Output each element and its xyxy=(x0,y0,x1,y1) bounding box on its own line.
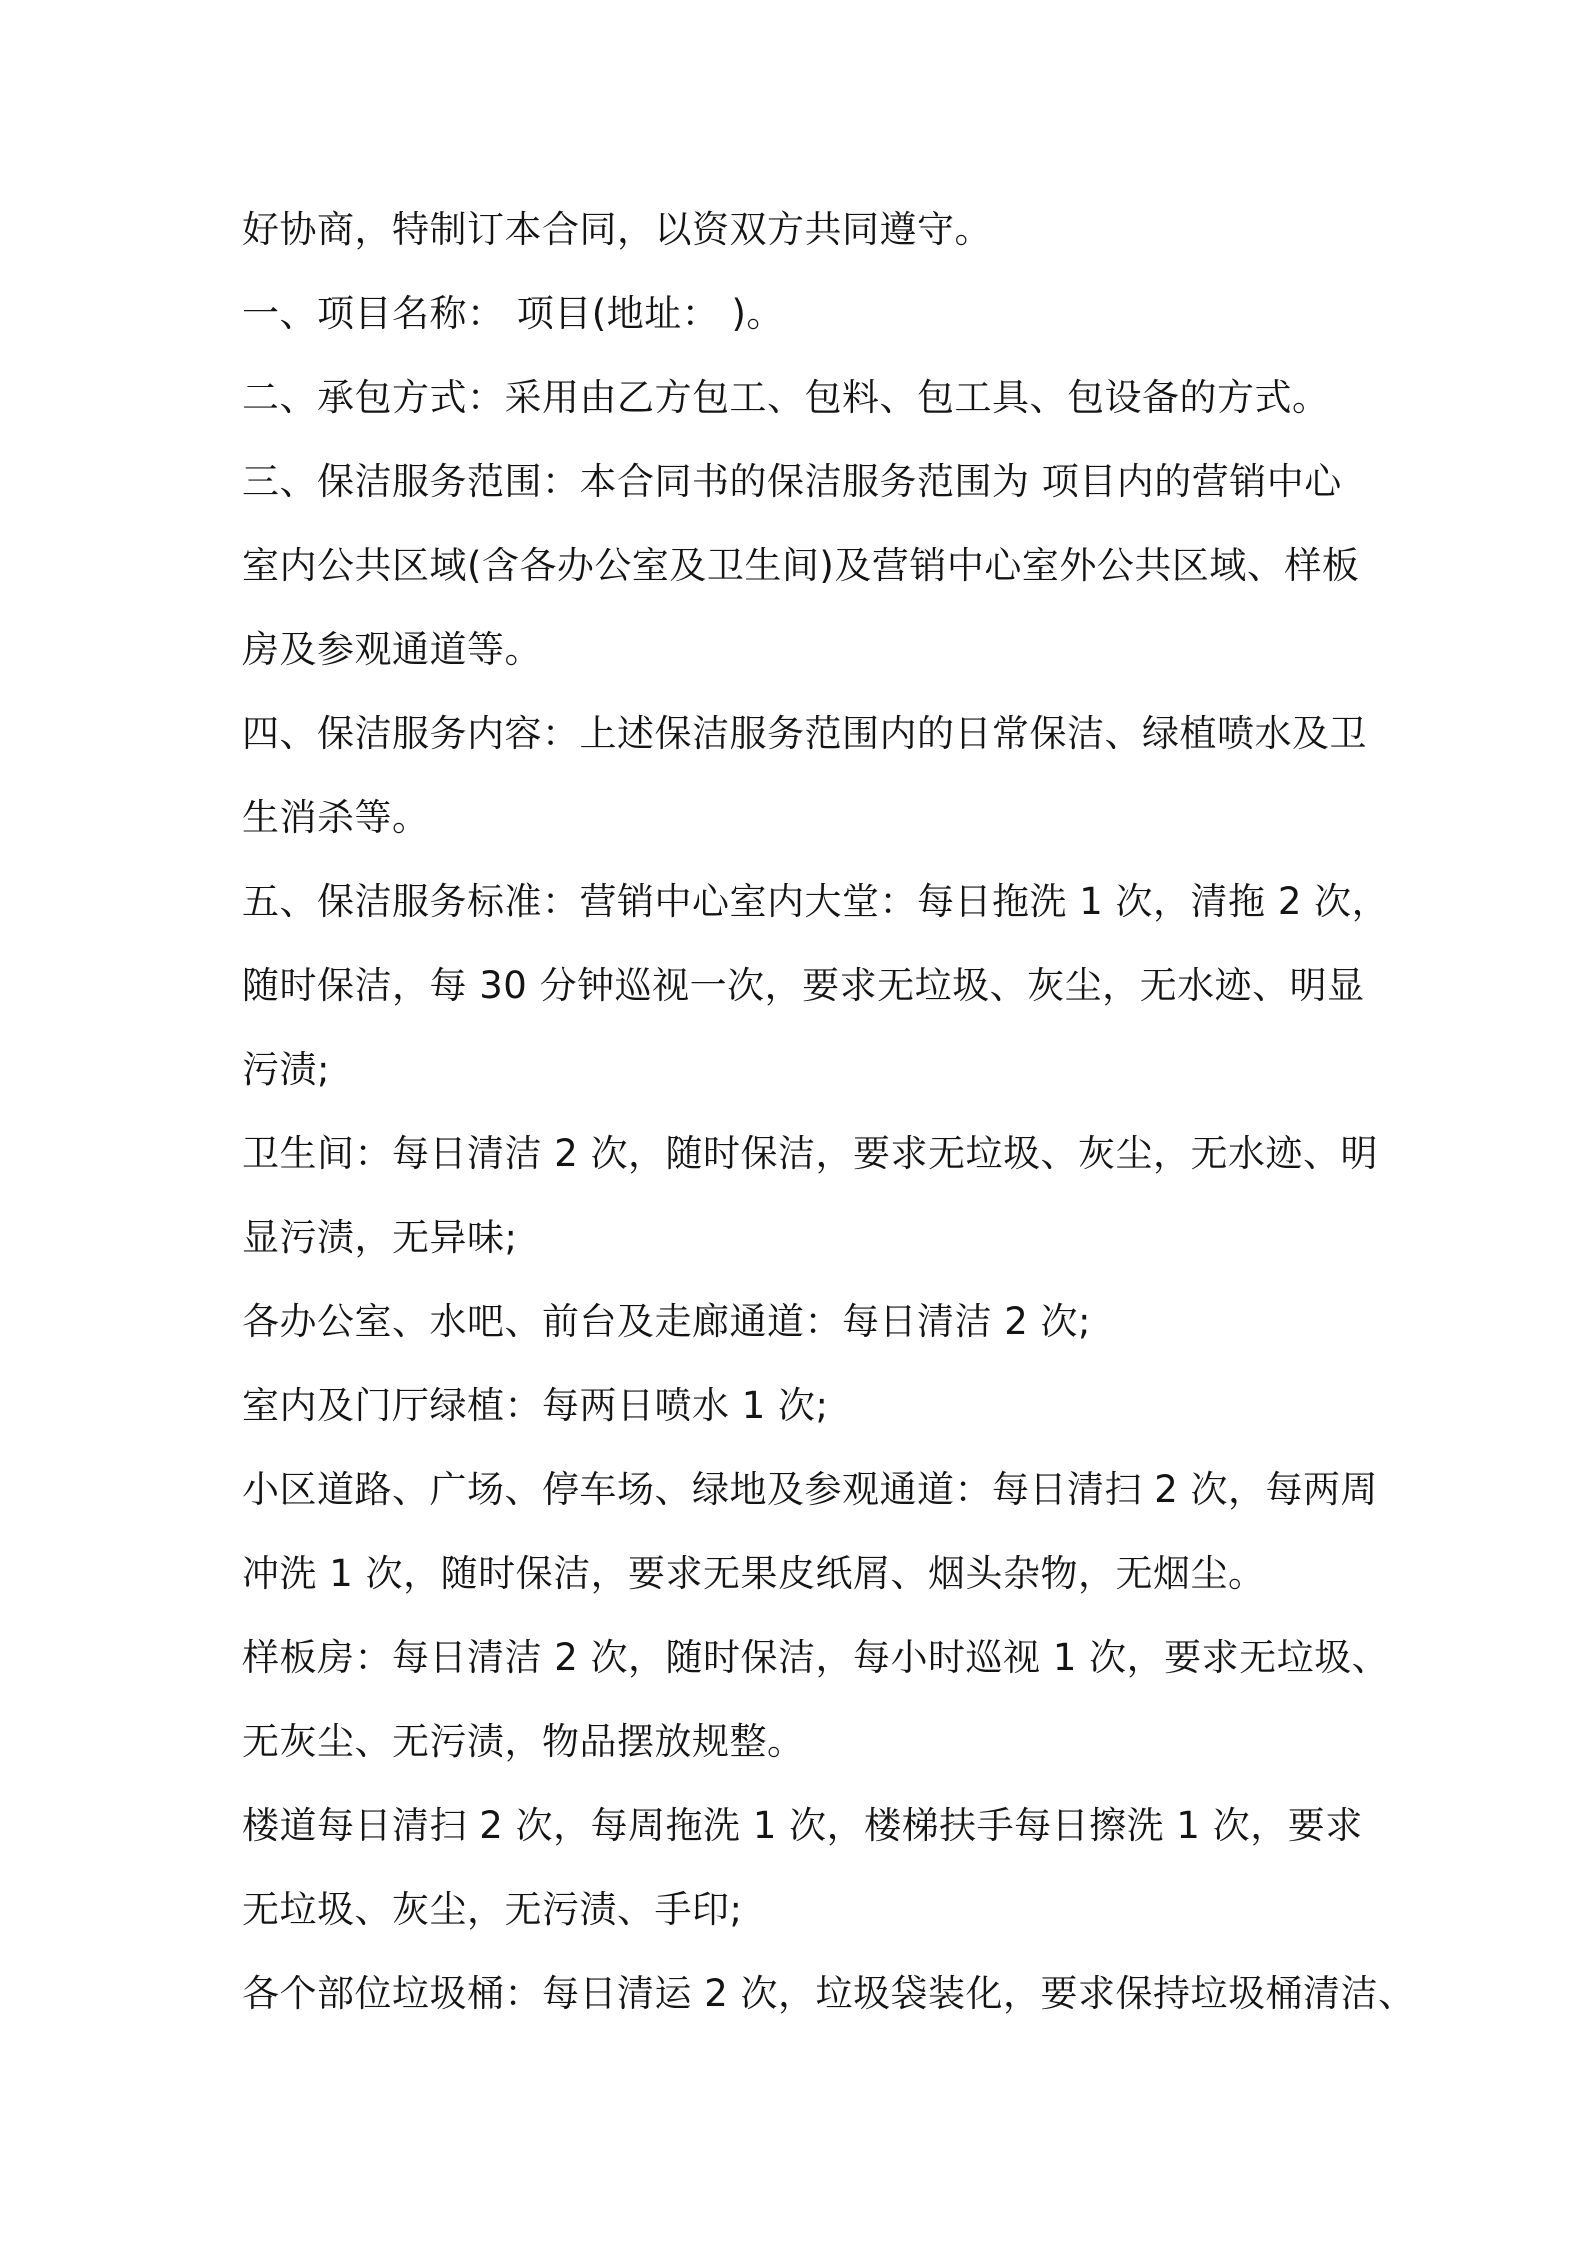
text-line: 各办公室、水吧、前台及走廊通道：每日清洁 2 次; xyxy=(242,1300,1092,1343)
text-line: 房及参观通道等。 xyxy=(242,628,542,671)
text-line: 卫生间：每日清洁 2 次，随时保洁，要求无垃圾、灰尘，无水迹、明 xyxy=(242,1132,1379,1175)
text-line: 室内公共区域(含各办公室及卫生间)及营销中心室外公共区域、样板 xyxy=(242,544,1360,587)
text-line: 三、保洁服务范围：本合同书的保洁服务范围为 项目内的营销中心 xyxy=(242,460,1342,503)
text-line: 室内及门厅绿植：每两日喷水 1 次; xyxy=(242,1384,829,1427)
text-line: 好协商，特制订本合同，以资双方共同遵守。 xyxy=(242,208,992,251)
text-line: 污渍; xyxy=(242,1048,330,1091)
text-line: 二、承包方式：采用由乙方包工、包料、包工具、包设备的方式。 xyxy=(242,376,1330,419)
text-line: 样板房：每日清洁 2 次，随时保洁，每小时巡视 1 次，要求无垃圾、 xyxy=(242,1636,1390,1679)
text-line: 楼道每日清扫 2 次，每周拖洗 1 次，楼梯扶手每日擦洗 1 次，要求 xyxy=(242,1804,1363,1847)
text-line: 无垃圾、灰尘，无污渍、手印; xyxy=(242,1888,743,1931)
text-line: 随时保洁，每 30 分钟巡视一次，要求无垃圾、灰尘，无水迹、明显 xyxy=(242,964,1365,1007)
text-line: 一、项目名称： 项目(地址： )。 xyxy=(242,292,784,335)
text-line: 五、保洁服务标准：营销中心室内大堂：每日拖洗 1 次，清拖 2 次， xyxy=(242,880,1390,923)
text-line: 生消杀等。 xyxy=(242,796,430,839)
text-line: 冲洗 1 次，随时保洁，要求无果皮纸屑、烟头杂物，无烟尘。 xyxy=(242,1552,1266,1595)
text-line: 显污渍，无异味; xyxy=(242,1216,518,1259)
text-line: 小区道路、广场、停车场、绿地及参观通道：每日清扫 2 次，每两周 xyxy=(242,1468,1379,1511)
text-line: 无灰尘、无污渍，物品摆放规整。 xyxy=(242,1720,805,1763)
text-line: 四、保洁服务内容：上述保洁服务范围内的日常保洁、绿植喷水及卫 xyxy=(242,712,1367,755)
text-line: 各个部位垃圾桶：每日清运 2 次，垃圾袋装化，要求保持垃圾桶清洁、 xyxy=(242,1972,1416,2015)
